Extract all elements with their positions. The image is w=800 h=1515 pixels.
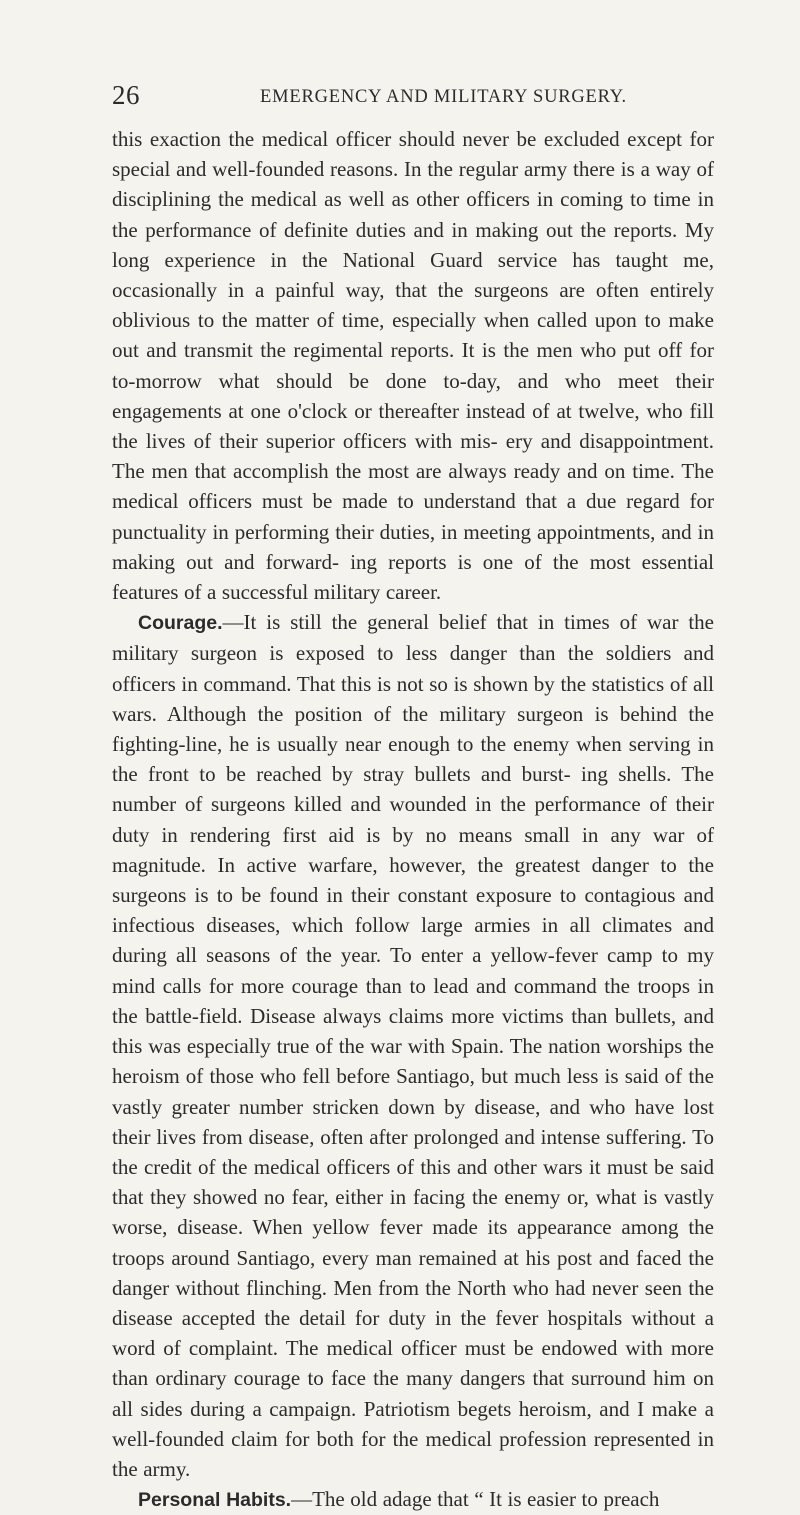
paragraph-punctuality <box>112 124 714 607</box>
page-number: 26 <box>112 80 140 110</box>
body-text <box>112 124 714 1515</box>
page-header <box>112 78 714 112</box>
paragraph-text: —It is still the general belief that in times of war the military surgeon is exposed to less danger than the soldiers and officers in command. That this is not so is shown by the statistics of all wars. Although the position of the military surgeon is behind the fighting-line, he is usually near enough to the enemy when serving in the front to be reached by stray bullets and burst- ing shells. The number of surgeons killed and wounded in the performance of their duty in rendering first aid is by no means small in any war of magnitude. In active warfare, however, the greatest danger to the surgeons is to be found in their constant exposure to contagious and infectious diseases, which follow large armies in all climates and during all seasons of the year. To enter a yellow-fever camp to my mind calls for more courage than to lead and command the troops in the battle-field. Disease always claims more victims than bullets, and this was especially true of the war with Spain. The nation worships the heroism of those who fell before Santiago, but much less is said of the vastly greater number stricken down by disease, and who have lost their lives from disease, often after prolonged and intense suffering. To the credit of the medical officers of this and other wars it must be said that they showed no fear, either in facing the enemy or, what is vastly worse, disease. When yellow fever made its appearance among the troops around Santiago, every man remained at his post and faced the danger without flinching. Men from the North who had never seen the disease accepted the detail for duty in the fever hospitals without a word of complaint. The medical officer must be endowed with more than ordinary courage to face the many dangers that surround him on all sides during a campaign. Patriotism begets heroism, and I make a well-founded claim for both for the medical profession represented in the army. <box>112 610 714 1481</box>
paragraph-text: —The old adage that “ It is easier to preach <box>291 1487 660 1512</box>
section-heading-personal-habits: Personal Habits. <box>138 1489 292 1512</box>
paragraph-courage <box>112 607 714 1484</box>
section-heading-courage: Courage. <box>138 612 223 635</box>
running-title: EMERGENCY AND MILITARY SURGERY. <box>260 87 627 107</box>
paragraph-text: this exaction the medical officer should never be excluded except for special and well-founded reasons. In the regular army there is a way of disciplining the medical as well as other officers in coming to time in the performance of definite duties and in making out the reports. My long experience in the National Guard service has taught me, occasionally in a painful way, that the surgeons are often entirely oblivious to the matter of time, especially when called upon to make out and transmit the regimental reports. It is the men who put off for to-morrow what should be done to-day, and who meet their engagements at one o'clock or thereafter instead of at twelve, who fill the lives of their superior officers with mis- ery and disappointment. The men that accomplish the most are always ready and on time. The medical officers must be made to understand that a due regard for punctuality in performing their duties, in meeting appointments, and in making out and forward- ing reports is one of the most essential features of a successful military career. <box>112 127 714 605</box>
paragraph-personal-habits <box>112 1484 714 1515</box>
